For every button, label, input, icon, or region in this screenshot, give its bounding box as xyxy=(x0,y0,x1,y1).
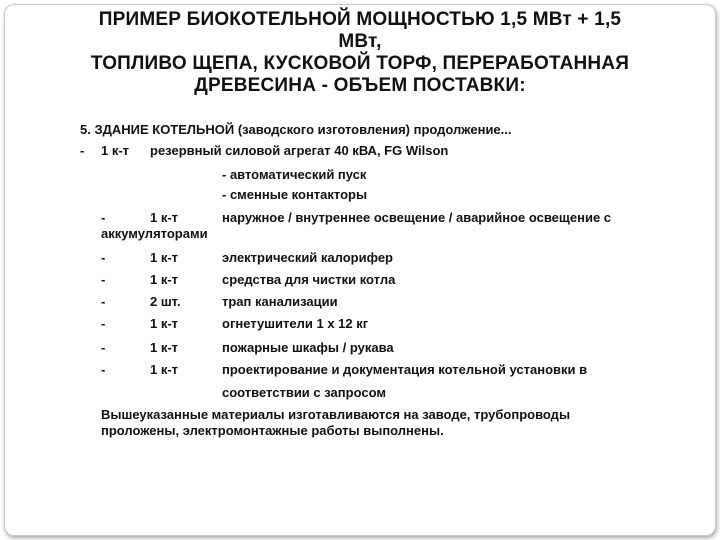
item-desc: резервный силовой агрегат 40 кВА, FG Wilson xyxy=(150,143,449,158)
footer-note: Вышеуказанные материалы изготавливаются на заводе, трубопроводы проложены, электромонтажные работы выполнены. xyxy=(101,407,571,438)
item-desc: огнетушители 1 х 12 кг xyxy=(222,316,369,331)
item-qty: 1 к-т xyxy=(150,362,179,377)
title-line: МВт, xyxy=(338,31,382,52)
item-sub: - сменные контакторы xyxy=(222,187,368,202)
item-desc: электрический калорифер xyxy=(222,250,393,265)
title-line: ПРИМЕР БИОКОТЕЛЬНОЙ МОЩНОСТЬЮ 1,5 МВт + 1,5 xyxy=(98,9,622,30)
item-desc: наружное / внутреннее освещение / аварийное освещение с xyxy=(222,210,612,225)
item-dash: - xyxy=(80,143,85,158)
item-dash: - xyxy=(101,250,106,265)
item-qty: 1 к-т xyxy=(150,272,179,287)
item-dash: - xyxy=(101,316,106,331)
item-dash: - xyxy=(101,362,106,377)
item-qty: 1 к-т xyxy=(150,316,179,331)
section-heading: 5. ЗДАНИЕ КОТЕЛЬНОЙ (заводского изготовления) продолжение... xyxy=(80,122,512,137)
item-qty: 1 к-т xyxy=(150,340,179,355)
item-desc: трап канализации xyxy=(222,294,338,309)
item-desc-continuation: аккумуляторами xyxy=(101,226,208,241)
item-dash: - xyxy=(101,210,106,225)
item-dash: - xyxy=(101,294,106,309)
item-dash: - xyxy=(101,272,106,287)
item-desc: средства для чистки котла xyxy=(222,272,396,287)
item-desc-continuation: соответствии с запросом xyxy=(222,385,386,400)
item-qty: 1 к-т xyxy=(150,210,179,225)
item-qty: 1 к-т xyxy=(150,250,179,265)
item-desc: пожарные шкафы / рукава xyxy=(222,340,394,355)
slide-title xyxy=(60,9,660,97)
item-sub: - автоматический пуск xyxy=(222,167,367,182)
title-line: ТОПЛИВО ЩЕПА, КУСКОВОЙ ТОРФ, ПЕРЕРАБОТАННАЯ xyxy=(90,53,630,74)
item-dash: - xyxy=(101,340,106,355)
item-qty: 1 к-т xyxy=(101,143,130,158)
title-line: ДРЕВЕСИНА - ОБЪЕМ ПОСТАВКИ: xyxy=(194,75,526,96)
item-qty: 2 шт. xyxy=(150,294,181,309)
item-desc: проектирование и документация котельной установки в xyxy=(222,362,588,377)
